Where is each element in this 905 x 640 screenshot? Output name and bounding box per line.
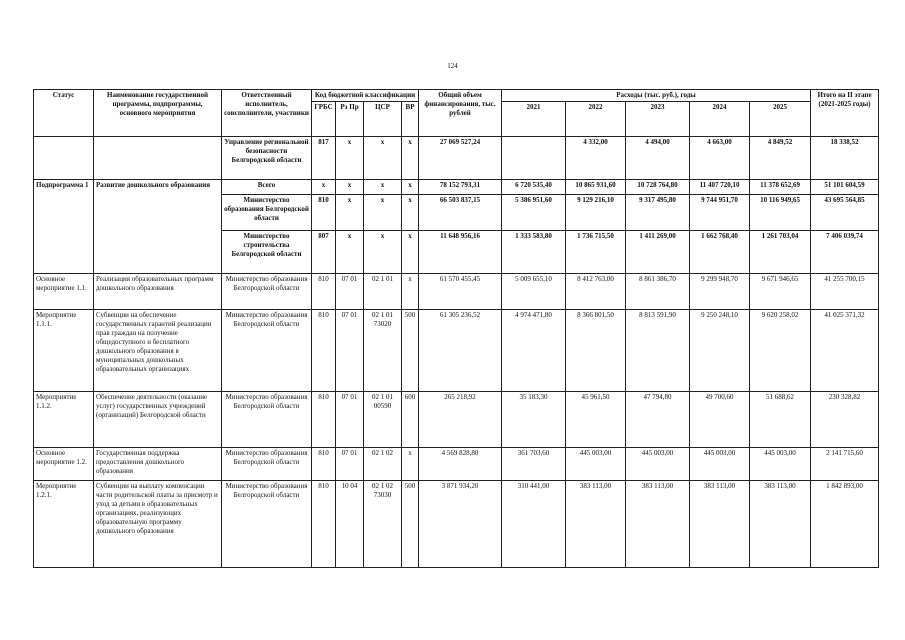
cell-name: Субвенции на выплату компенсации части родительской платы за присмотр и уход за детьми в образовательных организациях, реализующих образовательную программу дошкольного образования [94,481,222,568]
cell-csr: 02 1 02 73030 [364,481,402,568]
cell-2024: 49 700,60 [690,392,750,448]
cell-2022: 8 366 801,50 [566,310,626,392]
cell-2025: 1 261 703,04 [750,231,811,274]
cell-grbs: 810 [312,310,336,392]
header-status: Статус [34,90,94,137]
cell-rzpr: x [336,231,364,274]
cell-csr: x [364,137,402,180]
cell-rzpr: x [336,137,364,180]
cell-vr: x [402,195,419,231]
cell-name: Развитие дошкольного образования [94,180,222,274]
cell-executor: Министерство образования Белгородской области [222,310,312,392]
cell-rzpr: 10 04 [336,481,364,568]
cell-executor: Министерство образования Белгородской области [222,392,312,448]
cell-2023: 8 813 591,90 [626,310,690,392]
cell-executor: Министерство строительства Белгородской области [222,231,312,274]
cell-executor: Управление региональной безопасности Белгородской области [222,137,312,180]
cell-csr: x [364,195,402,231]
header-year-2022: 2022 [566,102,626,137]
cell-vr: x [402,180,419,195]
cell-2025: 10 116 949,65 [750,195,811,231]
header-total-funding: Общий объем финансирования, тыс. рублей [419,90,502,137]
cell-2021: 1 333 583,80 [502,231,566,274]
cell-total: 78 152 793,31 [419,180,502,195]
cell-2022: 45 961,50 [566,392,626,448]
cell-executor: Министерство образования Белгородской области [222,274,312,310]
cell-executor: Министерство образования Белгородской области [222,195,312,231]
cell-2022: 10 865 931,60 [566,180,626,195]
cell-status [34,137,94,180]
cell-2024: 383 113,00 [690,481,750,568]
header-stage-total: Итого на II этапе (2021-2025 годы) [811,90,879,137]
cell-rzpr: x [336,195,364,231]
header-rzpr: Рз Пр [336,102,364,137]
cell-stage-total: 51 101 604,59 [811,180,879,195]
table-row [34,448,879,481]
cell-2025: 11 378 652,69 [750,180,811,195]
cell-vr: x [402,137,419,180]
cell-stage-total: 1 842 893,00 [811,481,879,568]
cell-2023: 383 113,00 [626,481,690,568]
cell-total: 11 648 956,16 [419,231,502,274]
cell-2021: 35 183,30 [502,392,566,448]
cell-stage-total: 43 695 564,85 [811,195,879,231]
cell-total: 61 305 236,52 [419,310,502,392]
cell-stage-total: 2 141 715,60 [811,448,879,481]
header-name: Наименование государственной программы, подпрограммы, основного мероприятия [94,90,222,137]
cell-total: 27 069 527,24 [419,137,502,180]
cell-vr: x [402,274,419,310]
cell-2024: 9 299 948,70 [690,274,750,310]
cell-name [94,137,222,180]
cell-csr: 02 1 02 [364,448,402,481]
budget-table [33,89,879,568]
cell-2024: 1 662 768,40 [690,231,750,274]
cell-2021: 6 720 535,40 [502,180,566,195]
table-row [34,392,879,448]
cell-total: 265 218,92 [419,392,502,448]
cell-csr: x [364,180,402,195]
cell-executor: Всего [222,180,312,195]
cell-rzpr: 07 01 [336,310,364,392]
cell-2024: 9 744 951,70 [690,195,750,231]
cell-vr: 600 [402,392,419,448]
cell-grbs: 810 [312,274,336,310]
cell-total: 3 871 934,20 [419,481,502,568]
cell-2023: 9 317 495,80 [626,195,690,231]
table-row [34,137,879,180]
cell-vr: 500 [402,481,419,568]
table-row [34,180,879,195]
cell-2022: 383 113,00 [566,481,626,568]
cell-vr: 500 [402,310,419,392]
cell-2023: 8 861 386,70 [626,274,690,310]
cell-rzpr: 07 01 [336,448,364,481]
cell-stage-total: 7 406 039,74 [811,231,879,274]
cell-rzpr: x [336,180,364,195]
cell-name: Обеспечение деятельности (оказание услуг) государственных учреждений (организаций) Белгородской области [94,392,222,448]
cell-2023: 1 411 269,00 [626,231,690,274]
cell-2025: 51 688,62 [750,392,811,448]
cell-2025: 445 003,00 [750,448,811,481]
header-csr: ЦСР [364,102,402,137]
cell-stage-total: 230 328,82 [811,392,879,448]
cell-rzpr: 07 01 [336,274,364,310]
cell-2023: 445 003,00 [626,448,690,481]
header-executor: Ответственный исполнитель, соисполнители, участники [222,90,312,137]
cell-2021 [502,137,566,180]
cell-grbs: 810 [312,195,336,231]
cell-2021: 5 009 655,10 [502,274,566,310]
header-year-2021: 2021 [502,102,566,137]
cell-grbs: 817 [312,137,336,180]
cell-2022: 445 003,00 [566,448,626,481]
cell-total: 4 569 828,80 [419,448,502,481]
table-row [34,310,879,392]
cell-status: Мероприятие 1.1.2. [34,392,94,448]
cell-2023: 4 494,00 [626,137,690,180]
cell-grbs: 810 [312,481,336,568]
cell-stage-total: 41 025 371,32 [811,310,879,392]
cell-stage-total: 41 255 700,15 [811,274,879,310]
cell-name: Субвенции на обеспечение государственных гарантий реализации прав граждан на получение общедоступного и бесплатного дошкольного образования в муниципальных дошкольных образовательных организациях [94,310,222,392]
cell-rzpr: 07 01 [336,392,364,448]
cell-2023: 10 728 764,80 [626,180,690,195]
page-number: 124 [447,62,458,70]
cell-status: Подпрограмма 1 [34,180,94,274]
cell-vr: x [402,231,419,274]
cell-grbs: 810 [312,392,336,448]
cell-2025: 383 113,00 [750,481,811,568]
cell-2021: 361 703,60 [502,448,566,481]
cell-2024: 11 407 720,10 [690,180,750,195]
cell-status: Мероприятие 1.2.1. [34,481,94,568]
header-expenses: Расходы (тыс. руб.), годы [502,90,811,102]
cell-status: Мероприятие 1.1.1. [34,310,94,392]
cell-2024: 9 250 248,10 [690,310,750,392]
cell-2022: 4 332,00 [566,137,626,180]
cell-grbs: x [312,180,336,195]
cell-name: Реализация образовательных программ дошкольного образования [94,274,222,310]
header-budget-code: Код бюджетной классификации [312,90,419,102]
cell-2024: 445 003,00 [690,448,750,481]
header-year-2025: 2025 [750,102,811,137]
cell-csr: x [364,231,402,274]
header-year-2024: 2024 [690,102,750,137]
cell-2021: 310 441,00 [502,481,566,568]
cell-csr: 02 1 01 73020 [364,310,402,392]
cell-2021: 4 974 471,80 [502,310,566,392]
cell-stage-total: 18 338,52 [811,137,879,180]
cell-2024: 4 663,00 [690,137,750,180]
header-vr: ВР [402,102,419,137]
cell-2025: 4 849,52 [750,137,811,180]
cell-2021: 5 386 951,60 [502,195,566,231]
cell-total: 61 570 455,45 [419,274,502,310]
header-grbs: ГРБС [312,102,336,137]
header-year-2023: 2023 [626,102,690,137]
cell-grbs: 807 [312,231,336,274]
cell-2022: 1 736 715,50 [566,231,626,274]
cell-csr: 02 1 01 [364,274,402,310]
cell-vr: x [402,448,419,481]
table-row [34,481,879,568]
cell-2022: 9 129 216,10 [566,195,626,231]
cell-name: Государственная поддержка предоставления дошкольного образования [94,448,222,481]
cell-2022: 8 412 763,00 [566,274,626,310]
cell-executor: Министерство образования Белгородской области [222,481,312,568]
cell-status: Основное мероприятие 1.2. [34,448,94,481]
table-row [34,274,879,310]
cell-csr: 02 1 01 00590 [364,392,402,448]
cell-2025: 9 620 258,02 [750,310,811,392]
cell-2025: 9 671 946,65 [750,274,811,310]
cell-status: Основное мероприятие 1.1. [34,274,94,310]
cell-total: 66 503 837,15 [419,195,502,231]
cell-2023: 47 794,80 [626,392,690,448]
cell-executor: Министерство образования Белгородской области [222,448,312,481]
cell-grbs: 810 [312,448,336,481]
